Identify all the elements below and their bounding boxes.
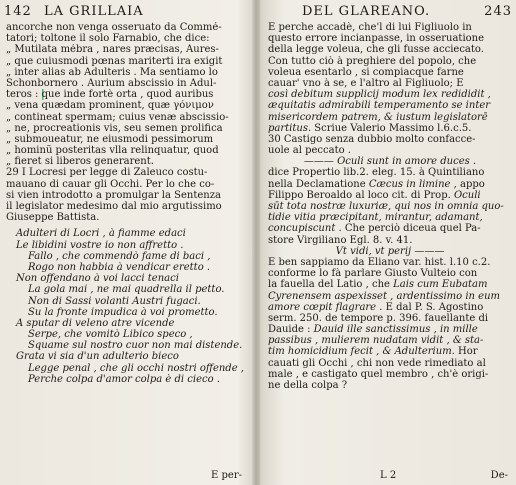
book-gutter <box>252 0 260 485</box>
text-line <box>268 190 512 201</box>
text-span: , appo <box>450 178 485 190</box>
text-span: que inde fortè orta , quod auribus <box>41 89 214 101</box>
text-line <box>268 380 512 391</box>
text-line <box>268 112 512 123</box>
text-line <box>268 257 512 268</box>
text-span: . <box>96 212 100 224</box>
poem-line: Grata vi sia d'un adulterio bieco <box>16 351 179 363</box>
text-span: „ hominũ posteritas vlla relinquatur, quod <box>6 145 219 157</box>
right-signature: L 2 <box>380 470 397 481</box>
highlighted-name: Schonbornero <box>6 77 78 89</box>
text-span: passibus , mulierem nudatam vidit , & sta- <box>268 335 484 347</box>
text-line <box>268 212 512 223</box>
poem-line: Non di Sassi volanti Austri fugaci. <box>28 295 201 307</box>
left-prose <box>6 22 246 223</box>
text-span: male , e castigato quel membro , ch'è origi- <box>268 368 489 380</box>
text-line <box>268 179 512 190</box>
text-line <box>268 33 512 44</box>
text-line <box>268 44 512 55</box>
text-span: con <box>455 268 478 280</box>
text-span: . Hor <box>451 346 478 358</box>
text-span: . Che perciò diceua quel Pa- <box>335 223 481 235</box>
text-line <box>6 190 246 201</box>
text-span: il legislator medesimo dal mio argutissimo <box>6 201 222 212</box>
text-span: dice Propertio lib.2. eleg. 15. à Quintiliano <box>268 167 485 179</box>
text-line <box>268 134 512 145</box>
text-span: Dauid ille sanctissimus , in mille <box>313 324 478 336</box>
text-line <box>6 67 246 78</box>
text-span: „ fieret si liberos generarent. <box>6 156 154 168</box>
text-span: „ submoueatur, ne eiusmodi pessimorum <box>6 133 214 145</box>
right-catchword: De- <box>490 470 508 481</box>
poem-line: Su la fronte impudica à voi prometto. <box>28 306 218 318</box>
text-span: store Virgiliano Egl. 8. v. 41. <box>268 234 413 246</box>
text-span: „ que cuiusmodi pœnas mariterti ira exigit <box>6 55 223 67</box>
text-span: 30 Castigo senza dubbio molto confacce- <box>268 133 476 145</box>
text-span: , che dice: <box>157 33 210 45</box>
poem-line: La gola mai , ne mai quadrella il petto. <box>28 284 225 296</box>
text-span: sūt tota nostræ luxuriæ, qui nos in omnia quo- <box>268 201 504 212</box>
text-line <box>268 302 512 313</box>
text-line <box>6 167 246 178</box>
text-line <box>6 78 246 89</box>
text-line <box>268 201 512 212</box>
text-span: partitus <box>268 122 308 134</box>
text-line <box>268 358 512 369</box>
poem-line: Fallo , che commendò fame di baci , <box>28 250 211 262</box>
text-line <box>268 56 512 67</box>
right-quote-1: ——— Oculi sunt in amore duces . <box>303 156 477 168</box>
poem-line: Legge penal , che gli occhi nostri offende , <box>28 362 244 374</box>
text-line <box>6 123 246 134</box>
text-span: „ inter alias ab Adulteris . Ma sentiamo lo <box>6 66 218 78</box>
text-line <box>268 369 512 380</box>
right-page-body <box>268 22 512 391</box>
right-running-head: DEL GLAREANO. <box>302 4 431 19</box>
text-span: Dauide : <box>268 324 314 336</box>
text-line <box>6 212 246 223</box>
text-span: E ben sappiamo da Eliano var. hist. l.10 c.2. <box>268 256 491 268</box>
right-prose-2 <box>268 167 512 245</box>
text-line <box>268 89 512 100</box>
text-line <box>268 145 512 156</box>
text-line <box>268 22 512 33</box>
left-page-body <box>6 22 246 385</box>
highlighted-name: Giuseppe Battista <box>6 212 97 224</box>
text-line <box>268 223 512 234</box>
highlighted-name: Filippo Beroaldo <box>268 189 353 201</box>
text-line <box>6 22 246 33</box>
text-line <box>6 179 246 190</box>
text-line <box>6 201 246 212</box>
text-span: tim homicidium fecit , & Adulterium <box>268 346 452 358</box>
poem-line: Non offendano à voi lacci tenaci <box>16 273 179 285</box>
text-line <box>6 145 246 156</box>
poem-line: Adulteri di Locri , à fiamme edaci <box>16 228 186 240</box>
text-span: Lais cum Eubatam <box>393 279 488 291</box>
left-catchword: E per- <box>211 470 242 481</box>
left-running-head: LA GRILLAIA <box>44 4 144 19</box>
text-line <box>268 268 512 279</box>
right-prose-1 <box>268 22 512 156</box>
right-page <box>262 0 516 485</box>
text-line <box>268 346 512 357</box>
right-prose-3 <box>268 257 512 391</box>
text-span: tatori; toltone il solo <box>6 33 113 45</box>
left-poem <box>6 228 246 385</box>
text-span: la fauella del Latio , che <box>268 279 394 291</box>
text-line <box>268 123 512 134</box>
text-line <box>268 279 512 290</box>
poem-line: Squame sul nostro cuor non mai distende. <box>28 340 243 352</box>
text-span: uole al peccato . <box>268 145 351 157</box>
highlighted-name: Giusto Vulteio <box>384 268 456 280</box>
left-page <box>0 0 250 485</box>
text-span: serm. 250. de tempore p. 396. fauellante di <box>268 312 489 324</box>
text-line <box>6 100 246 111</box>
text-line <box>268 78 512 89</box>
highlighted-name: Farnabio <box>112 33 158 45</box>
poem-line: Serpe, che vomitò Libico speco , <box>28 329 193 341</box>
text-span: voleua esentarlo , si compiacque farne <box>268 66 464 78</box>
text-span: Cæcus in limine <box>368 178 451 190</box>
right-page-header <box>262 4 516 22</box>
text-span: tidie vitia præcipitant, mirantur, adamant, <box>268 212 483 224</box>
text-span: Con tutto ciò à preghiere del popolo, che <box>268 55 477 67</box>
text-span: ancorche non venga osseruato da Commé- <box>6 22 222 33</box>
text-span: cauati gli Occhi , chi non vede rimediato al <box>268 357 486 369</box>
text-span: mauano di cauar gli Occhi. Per lo che co- <box>6 178 215 190</box>
text-line <box>268 313 512 324</box>
text-span: . E dal P. S. Agostino <box>376 301 484 313</box>
left-page-header <box>0 4 250 22</box>
text-span: 29 I Locresi per legge di Zaleuco costu- <box>6 167 208 179</box>
right-quote-2: Vt vidi, vt perij ——— <box>335 245 445 257</box>
text-line <box>6 89 246 100</box>
text-span: questo errore incianpasse, in osseruatione <box>268 33 485 45</box>
text-span: amore cœpit flagrare <box>268 301 377 313</box>
text-span: Oculi <box>453 189 481 201</box>
text-span: . Scriue Valerio Massimo l.6.c.5. <box>307 122 472 134</box>
text-line <box>268 324 512 335</box>
text-span: nella Declamatione <box>268 178 369 190</box>
text-line <box>6 44 246 55</box>
poem-line: Perche colpa d'amor colpa è di cieco . <box>28 373 220 385</box>
text-span: „ ne, procreationis vis, seu semen prolifica <box>6 122 223 134</box>
text-span: della legge voleua, che gli fusse acciecato. <box>268 44 484 56</box>
poem-line: Rogo non habbia à vendicar eretto . <box>28 261 211 273</box>
text-line <box>6 56 246 67</box>
right-page-number: 243 <box>484 4 512 19</box>
text-line <box>268 235 512 246</box>
poem-line: A sputar di veleno atre vicende <box>16 317 175 329</box>
text-line <box>6 33 246 44</box>
text-span: Cyrenensem aspexisset , ardentissimo in eum <box>268 290 501 302</box>
text-span: concupiscunt <box>268 223 336 235</box>
text-span: E perche accadè, che'l di lui Figliuolo in <box>268 22 472 33</box>
text-span: teros : <box>6 89 42 101</box>
text-span: „ Mutilata mébra , nares præcisas, Aures- <box>6 44 219 56</box>
text-span: ne della colpa ? <box>268 380 348 391</box>
text-line <box>268 291 512 302</box>
text-line <box>6 156 246 167</box>
text-span: „ contineat spermam; cuius venæ abscissio- <box>6 111 229 123</box>
text-span: æquitatis admirabili temperamento se inter <box>268 100 491 112</box>
text-span: conforme lo fà parlare <box>268 268 385 280</box>
text-span: così debitum supplicij modum lex redididit , <box>268 89 491 101</box>
text-span: „ vena quædam prominent, quæ γόνιμον <box>6 100 214 112</box>
text-line <box>6 134 246 145</box>
text-span: al loco cit. di Prop. <box>352 189 454 201</box>
left-page-number: 142 <box>4 4 32 19</box>
text-line <box>268 67 512 78</box>
text-line <box>6 112 246 123</box>
poem-line: Le libidini vostre io non affretto . <box>16 239 184 251</box>
text-span: si vien introdotto a promulgar la Sentenza <box>6 189 221 201</box>
text-line <box>268 100 512 111</box>
text-line <box>268 335 512 346</box>
text-span: misericordem patrem, & iustum legislatorē <box>268 111 488 123</box>
text-span: . Aurium abscissio in Adul- <box>77 77 217 89</box>
text-span: cauar' vno à se, e l'altro al Figliuolo; E <box>268 77 464 89</box>
text-line <box>268 167 512 178</box>
